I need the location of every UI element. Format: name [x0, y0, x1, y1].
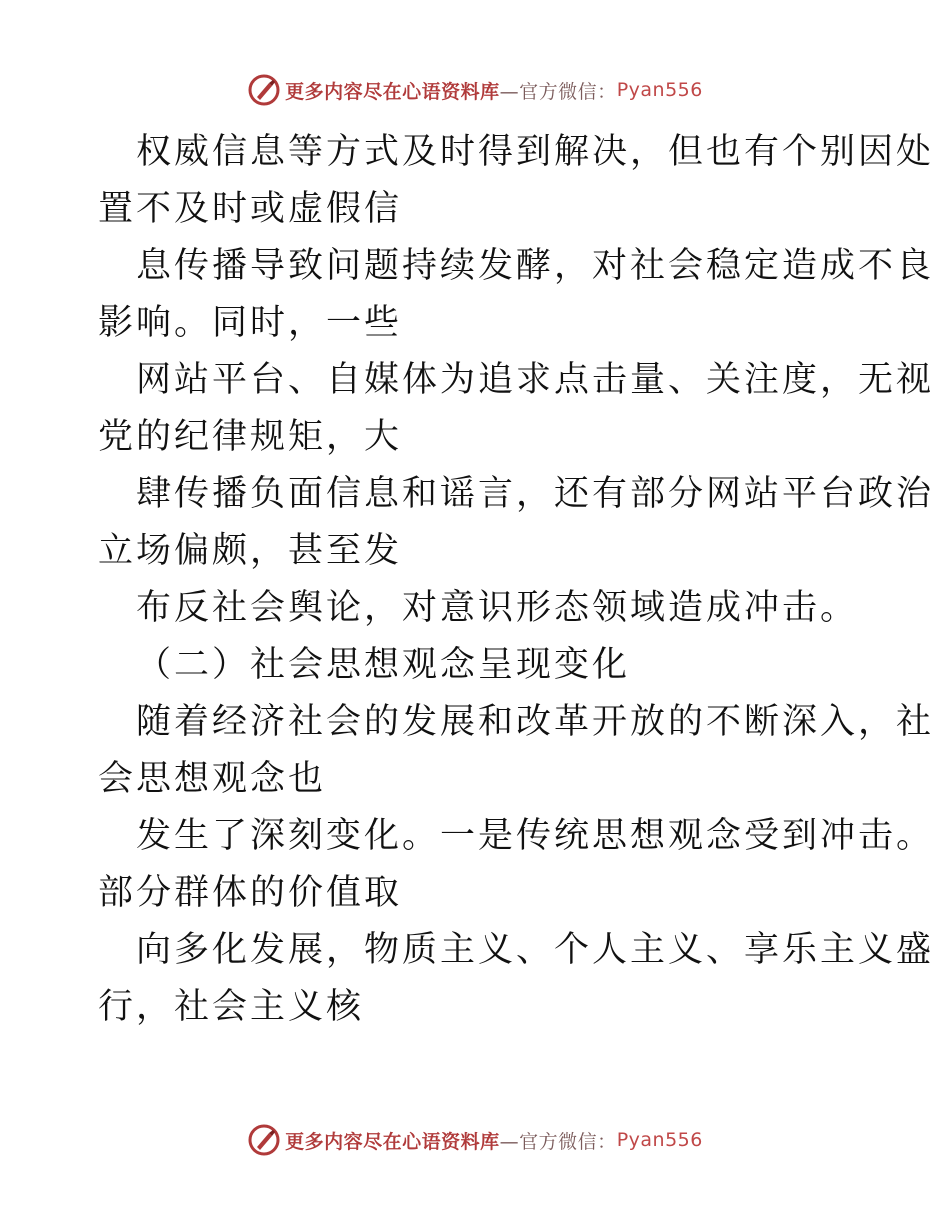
document-body	[98, 124, 935, 1036]
body-line: 随着经济社会的发展和改革开放的不断深入，社	[136, 702, 935, 742]
body-line: 影响。同时，一些	[98, 303, 403, 343]
section-heading: （二）社会思想观念呈现变化	[136, 645, 631, 685]
watermark-wechat-id: Pyan556	[616, 1129, 703, 1151]
pen-logo-icon	[247, 73, 281, 107]
body-line: 向多化发展，物质主义、个人主义、享乐主义盛	[136, 930, 935, 970]
body-line: 肆传播负面信息和谣言，还有部分网站平台政治	[136, 474, 935, 514]
watermark-main-text: 更多内容尽在心语资料库	[285, 80, 500, 103]
pen-logo-icon	[247, 1123, 281, 1157]
watermark-wechat-id: Pyan556	[616, 79, 703, 101]
body-line: 发生了深刻变化。一是传统思想观念受到冲击。	[136, 816, 935, 856]
body-line: 布反社会舆论，对意识形态领域造成冲击。	[136, 588, 859, 628]
body-line: 息传播导致问题持续发酵，对社会稳定造成不良	[136, 246, 935, 286]
body-line: 行，社会主义核	[98, 987, 365, 1027]
body-line: 党的纪律规矩，大	[98, 417, 403, 457]
watermark-separator-text: —官方微信：	[499, 80, 617, 103]
body-line: 部分群体的价值取	[98, 873, 403, 913]
body-line: 网站平台、自媒体为追求点击量、关注度，无视	[136, 360, 935, 400]
body-line: 权威信息等方式及时得到解决，但也有个别因处	[136, 132, 935, 172]
body-line: 会思想观念也	[98, 759, 327, 799]
body-line: 立场偏颇，甚至发	[98, 531, 403, 571]
header-watermark	[0, 70, 950, 110]
footer-watermark	[0, 1120, 950, 1160]
body-line: 置不及时或虚假信	[98, 189, 403, 229]
watermark-separator-text: —官方微信：	[499, 1130, 617, 1153]
watermark-main-text: 更多内容尽在心语资料库	[285, 1130, 500, 1153]
